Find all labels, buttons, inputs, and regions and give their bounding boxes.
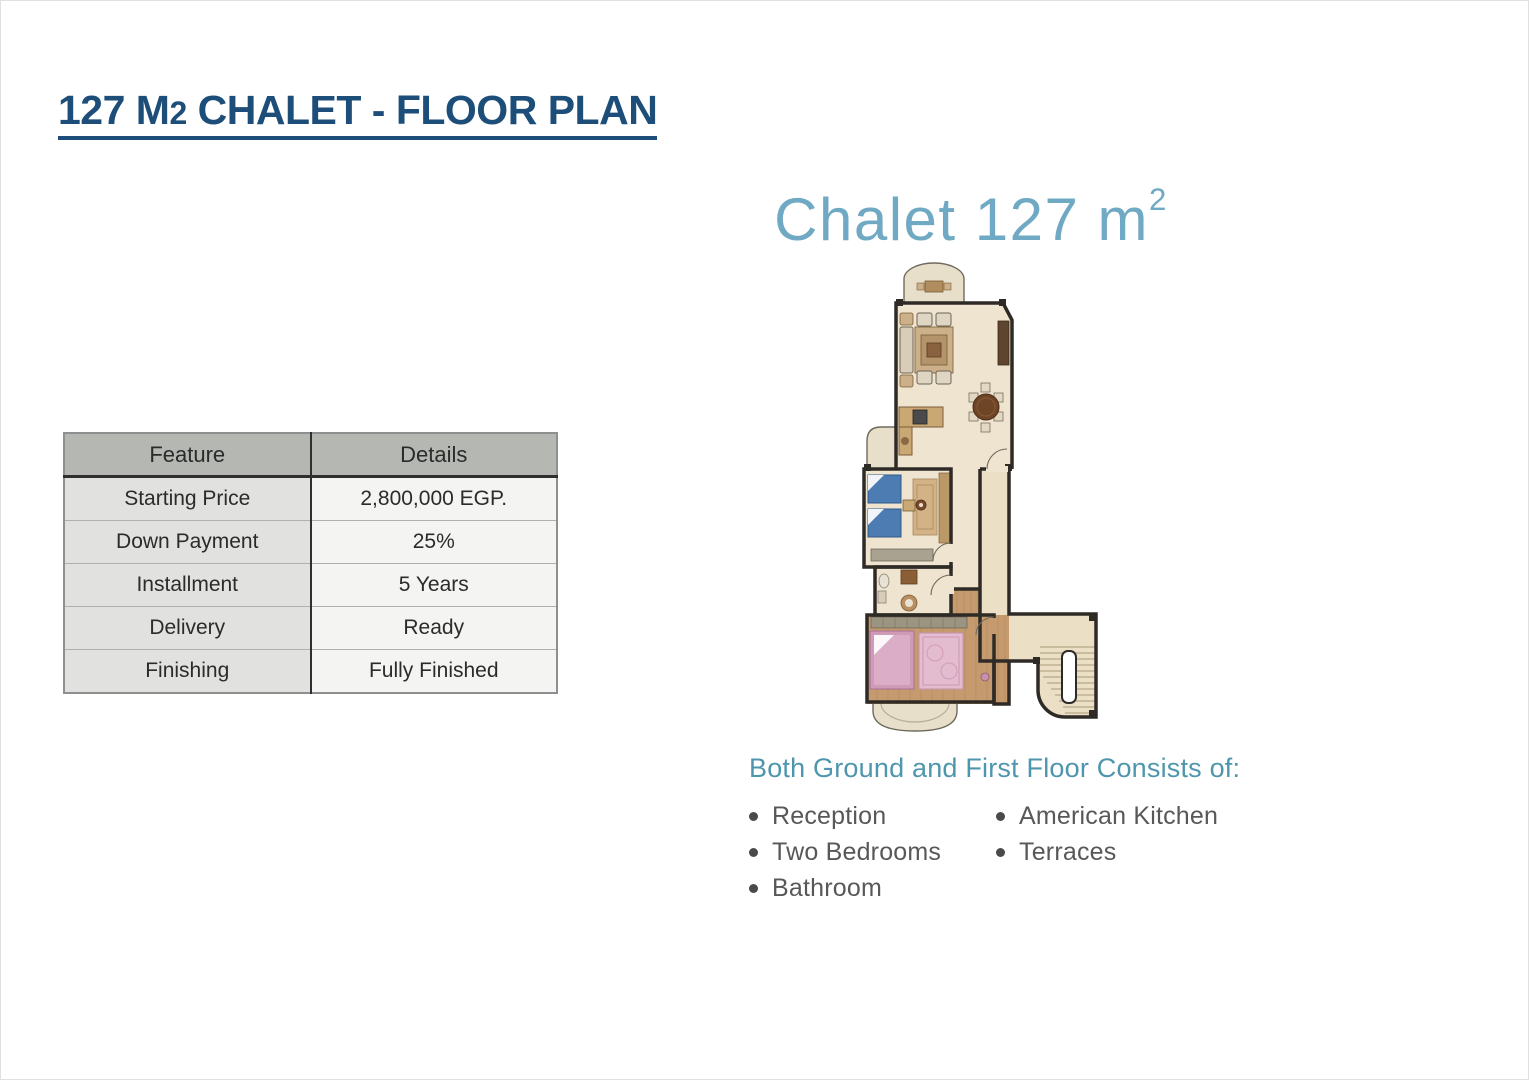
corridor-floor [951, 469, 980, 591]
balcony-bottom [873, 703, 957, 731]
table-row [64, 650, 557, 694]
sink [913, 410, 927, 424]
table-row [64, 477, 557, 521]
feature-list-col2 [996, 798, 1256, 870]
table-header-row [64, 433, 557, 477]
tv-console [998, 321, 1009, 365]
info-table [63, 432, 558, 694]
details-cell: 5 Years [311, 564, 558, 607]
bench [871, 549, 933, 561]
consists-heading: Both Ground and First Floor Consists of: [749, 753, 1241, 783]
armchair [936, 371, 951, 384]
plan-title-text: Chalet 127 m [774, 186, 1149, 253]
details-cell: Fully Finished [311, 650, 558, 694]
feature-cell: Starting Price [64, 477, 311, 521]
stair-void [1062, 651, 1076, 703]
list-item-label: Bathroom [772, 873, 882, 902]
list-item [749, 798, 989, 834]
feature-cell: Down Payment [64, 521, 311, 564]
wardrobe [939, 473, 951, 543]
bullet-icon [749, 812, 758, 821]
table-row [64, 607, 557, 650]
bullet-icon [749, 884, 758, 893]
table-row [64, 521, 557, 564]
terrace-arm-floor [1009, 614, 1096, 661]
armchair [917, 313, 932, 326]
list-item-label: Two Bedrooms [772, 837, 942, 866]
nightstand [903, 500, 915, 511]
side-bay [867, 427, 896, 469]
feature-cell: Finishing [64, 650, 311, 694]
details-cell: 25% [311, 521, 558, 564]
feature-cell: Delivery [64, 607, 311, 650]
page-title-sub: 2 [169, 95, 187, 131]
plan-title [736, 182, 1206, 253]
list-item-label: Terraces [1019, 837, 1117, 866]
list-item [749, 834, 989, 870]
table-row [64, 564, 557, 607]
list-item [996, 798, 1256, 834]
list-item [749, 870, 989, 906]
plan-title-sup: 2 [1149, 182, 1168, 217]
details-cell: Ready [311, 607, 558, 650]
bullet-icon [749, 848, 758, 857]
page-title-rest: CHALET - FLOOR PLAN [186, 87, 658, 133]
page-title-prefix: 127 M [58, 87, 170, 133]
armchair [917, 371, 932, 384]
list-item-label: Reception [772, 801, 887, 830]
shower [901, 570, 917, 584]
toilet [879, 574, 889, 588]
list-item [996, 834, 1256, 870]
hall-wood-floor [951, 589, 980, 615]
floor-plan-image [857, 257, 1111, 739]
col-header-feature: Feature [64, 433, 311, 477]
details-cell: 2,800,000 EGP. [311, 477, 558, 521]
sofa [900, 327, 913, 373]
reception-floor [896, 303, 1012, 469]
page-title [58, 89, 657, 140]
bedroom-rug [919, 633, 963, 689]
feature-list-col1 [749, 798, 989, 906]
bullet-icon [996, 848, 1005, 857]
balcony-top [904, 263, 964, 303]
bullet-icon [996, 812, 1005, 821]
list-item-label: American Kitchen [1019, 801, 1219, 830]
armchair [936, 313, 951, 326]
balcony-table [925, 281, 943, 292]
col-header-details: Details [311, 433, 558, 477]
feature-cell: Installment [64, 564, 311, 607]
